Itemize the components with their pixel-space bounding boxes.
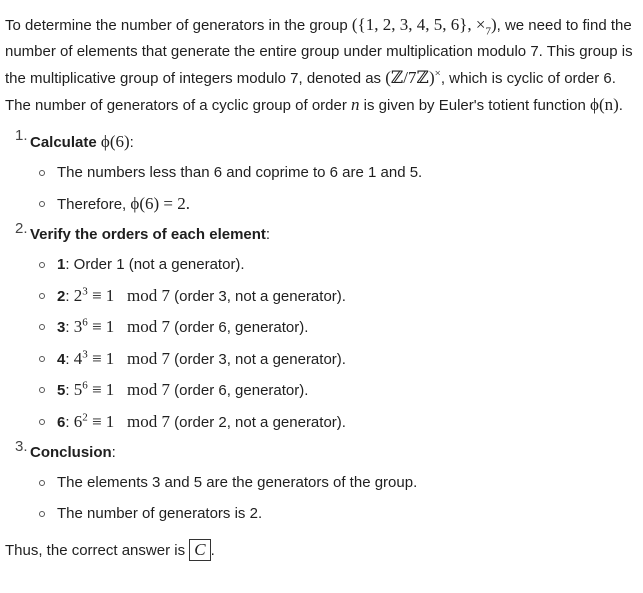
intro-text-1: To determine the number of generators in the group [5,17,352,34]
n-variable: n [351,95,360,114]
bullet-text: The number of generators is 2. [57,504,263,522]
step-heading [30,127,637,158]
step-number: 3. [15,438,28,455]
bullet-icon [39,511,45,517]
congruence: ≡ 1 [87,348,119,368]
step-title-colon: : [129,134,134,151]
power-base: 6 [73,411,83,431]
boxed-answer: C [189,539,210,561]
intro-text-2: , we need to find the number of elements that generate the entire group under multiplication modulo 7. This group is the multiplicative group of integers modulo 7, denoted as [5,17,633,87]
modulus: mod 7 [127,411,171,431]
bullet-note: (order 6, generator). [170,319,309,336]
list-item: 4: $4^3 \equiv 1$ mod 7 (order 3, not a generator). [30,344,637,376]
element-label: 3 [57,319,66,336]
answer-content [5,12,637,564]
step-title: Conclusion [30,444,112,461]
z7z-sup: × [434,67,441,80]
bullet-text: The numbers less than 6 and coprime to 6 are 1 and 5. [57,164,423,181]
group-close: ) [490,15,497,34]
group-set: ({1, 2, 3, 4, 5, 6}, × [351,15,486,34]
list-item [30,499,637,530]
step-3-bullets [30,468,637,529]
congruence: ≡ 1 [87,411,119,431]
bullet-text: The elements 3 and 5 are the generators of the group. [57,474,418,491]
step-1 [5,127,637,220]
power-equation [74,349,170,368]
intro-paragraph [5,12,637,119]
bullet-note: (order 2, not a generator). [170,413,346,431]
steps-list [5,127,637,529]
step-3 [5,438,637,529]
power-exponent: 3 [82,347,88,360]
step-title-colon: : [265,226,271,243]
phi-6-equation: ϕ(6) = 2. [130,193,190,213]
list-item: 3: $3^6 \equiv 1$ mod 7 (order 6, generator). [30,312,637,344]
step-2 [5,220,637,438]
final-period: . [210,542,215,559]
power-equation [74,317,170,336]
power-exponent: 6 [82,379,88,392]
power-base: 3 [73,317,83,336]
element-label: 4 [57,350,66,368]
list-item: 2: $2^3 \equiv 1$ mod 7 (order 3, not a generator). [30,281,637,313]
element-label: 2 [57,287,66,305]
power-exponent: 2 [82,410,88,423]
power-base: 4 [73,348,83,368]
list-item [30,250,637,281]
phi-n: ϕ(n) [590,95,619,114]
step-heading [30,220,637,250]
step-title: Verify the orders of each element [30,226,266,243]
step-title: Calculate [30,134,101,151]
intro-text-3: , which is cyclic of order 6. The number of generators of a cyclic group of order [5,70,616,114]
step-number: 1. [15,127,28,144]
modulus: mod 7 [127,348,171,368]
power-base: 2 [73,285,83,305]
step-1-bullets [30,158,637,220]
intro-text-5: . [618,97,623,114]
step-heading [30,438,637,468]
z7z-notation [385,68,441,87]
power-exponent: 6 [82,316,88,329]
list-item [30,189,637,221]
power-equation [74,412,170,431]
step-title-math: ϕ(6) [100,132,130,151]
modulus: mod 7 [127,285,171,305]
bullet-note: (order 3, not a generator). [170,287,346,305]
bullet-icon [39,324,45,330]
group-op-subscript: 7 [485,25,491,38]
list-item: 6: $6^2 \equiv 1$ mod 7 (order 2, not a generator). [30,407,637,439]
bullet-icon [39,387,45,393]
modulus: mod 7 [127,380,171,399]
step-number: 2. [15,220,28,237]
bullet-icon [39,356,45,362]
bullet-note: (order 6, generator). [170,382,309,399]
final-text: Thus, the correct answer is [5,542,190,559]
congruence: ≡ 1 [87,285,119,305]
power-base: 5 [73,380,83,399]
group-notation [351,15,497,38]
list-item [30,468,637,499]
bullet-icon [39,419,45,425]
bullet-icon [39,262,45,268]
congruence: ≡ 1 [87,317,119,336]
final-answer [5,538,637,564]
bullet-icon [39,293,45,299]
intro-text-4: is given by Euler's totient function [359,97,591,114]
bullet-note: (order 3, not a generator). [170,350,346,368]
step-2-bullets [30,250,637,438]
z7z-base: (ℤ/7ℤ) [385,68,435,87]
power-exponent: 3 [82,284,88,297]
element-label: 1 [57,256,66,273]
bullet-icon [39,480,45,486]
list-item: 5: $5^6 \equiv 1$ mod 7 (order 6, generator). [30,375,637,407]
modulus: mod 7 [127,317,171,336]
bullet-text: Therefore, [57,195,131,213]
element-label: 6 [57,413,66,431]
list-item [30,158,637,189]
power-equation [74,286,170,305]
congruence: ≡ 1 [87,380,119,399]
step-title-colon: : [111,444,116,461]
bullet-icon [39,170,45,176]
bullet-text: : Order 1 (not a generator). [65,256,245,273]
element-label: 5 [57,382,66,399]
bullet-icon [39,201,45,207]
power-equation [74,380,170,399]
